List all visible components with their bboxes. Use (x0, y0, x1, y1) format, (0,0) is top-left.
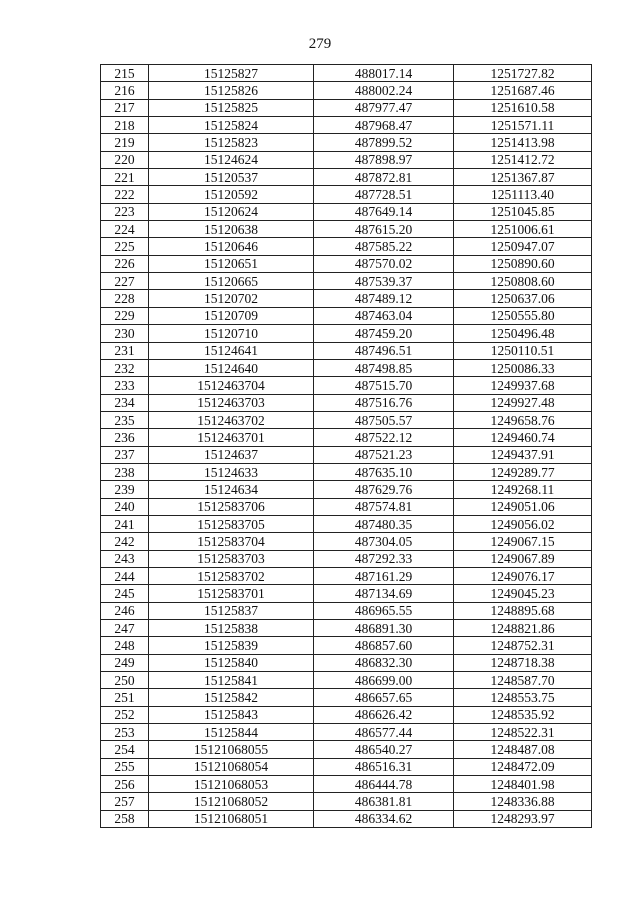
x-coordinate-cell: 486832.30 (314, 654, 454, 671)
point-id-cell: 1512583703 (149, 550, 314, 567)
y-coordinate-cell: 1248293.97 (454, 810, 592, 827)
x-coordinate-cell: 487292.33 (314, 550, 454, 567)
table-row (101, 134, 592, 151)
point-number-cell: 246 (101, 602, 149, 619)
point-id-cell: 15125839 (149, 637, 314, 654)
x-coordinate-cell: 487516.76 (314, 394, 454, 411)
x-coordinate-cell: 487629.76 (314, 481, 454, 498)
y-coordinate-cell: 1248522.31 (454, 724, 592, 741)
y-coordinate-cell: 1251412.72 (454, 151, 592, 168)
point-number-cell: 250 (101, 672, 149, 689)
y-coordinate-cell: 1250947.07 (454, 238, 592, 255)
y-coordinate-cell: 1248821.86 (454, 620, 592, 637)
point-number-cell: 235 (101, 411, 149, 428)
point-number-cell: 215 (101, 65, 149, 82)
y-coordinate-cell: 1248487.08 (454, 741, 592, 758)
x-coordinate-cell: 487480.35 (314, 515, 454, 532)
x-coordinate-cell: 487635.10 (314, 463, 454, 480)
x-coordinate-cell: 486965.55 (314, 602, 454, 619)
point-id-cell: 15121068053 (149, 776, 314, 793)
x-coordinate-cell: 487899.52 (314, 134, 454, 151)
table-row (101, 273, 592, 290)
table-row (101, 637, 592, 654)
x-coordinate-cell: 486857.60 (314, 637, 454, 654)
table-row (101, 654, 592, 671)
point-id-cell: 15124640 (149, 359, 314, 376)
x-coordinate-cell: 487968.47 (314, 117, 454, 134)
table-row (101, 429, 592, 446)
point-id-cell: 15125826 (149, 82, 314, 99)
x-coordinate-cell: 487574.81 (314, 498, 454, 515)
table-row (101, 221, 592, 238)
point-id-cell: 15125840 (149, 654, 314, 671)
x-coordinate-cell: 487615.20 (314, 221, 454, 238)
y-coordinate-cell: 1249051.06 (454, 498, 592, 515)
point-id-cell: 1512463704 (149, 377, 314, 394)
point-number-cell: 247 (101, 620, 149, 637)
point-number-cell: 239 (101, 481, 149, 498)
x-coordinate-cell: 487728.51 (314, 186, 454, 203)
table-row (101, 169, 592, 186)
point-id-cell: 15125844 (149, 724, 314, 741)
x-coordinate-cell: 487134.69 (314, 585, 454, 602)
point-number-cell: 219 (101, 134, 149, 151)
point-id-cell: 1512583702 (149, 567, 314, 584)
table-row (101, 255, 592, 272)
y-coordinate-cell: 1250637.06 (454, 290, 592, 307)
x-coordinate-cell: 487585.22 (314, 238, 454, 255)
table-row (101, 724, 592, 741)
point-id-cell: 15125841 (149, 672, 314, 689)
point-number-cell: 223 (101, 203, 149, 220)
table-row (101, 411, 592, 428)
x-coordinate-cell: 486577.44 (314, 724, 454, 741)
point-id-cell: 15120646 (149, 238, 314, 255)
x-coordinate-cell: 486699.00 (314, 672, 454, 689)
point-id-cell: 15125825 (149, 99, 314, 116)
point-id-cell: 15124637 (149, 446, 314, 463)
y-coordinate-cell: 1249056.02 (454, 515, 592, 532)
coordinates-table (100, 64, 592, 828)
point-number-cell: 244 (101, 567, 149, 584)
table-row (101, 481, 592, 498)
table-row (101, 585, 592, 602)
point-number-cell: 229 (101, 307, 149, 324)
point-id-cell: 15125842 (149, 689, 314, 706)
point-id-cell: 15125837 (149, 602, 314, 619)
table-row (101, 515, 592, 532)
y-coordinate-cell: 1250890.60 (454, 255, 592, 272)
point-number-cell: 242 (101, 533, 149, 550)
x-coordinate-cell: 486540.27 (314, 741, 454, 758)
point-id-cell: 15121068055 (149, 741, 314, 758)
x-coordinate-cell: 487521.23 (314, 446, 454, 463)
y-coordinate-cell: 1251610.58 (454, 99, 592, 116)
x-coordinate-cell: 487463.04 (314, 307, 454, 324)
x-coordinate-cell: 486891.30 (314, 620, 454, 637)
point-id-cell: 15121068051 (149, 810, 314, 827)
y-coordinate-cell: 1251367.87 (454, 169, 592, 186)
point-id-cell: 15124634 (149, 481, 314, 498)
x-coordinate-cell: 488002.24 (314, 82, 454, 99)
point-id-cell: 15121068054 (149, 758, 314, 775)
y-coordinate-cell: 1250808.60 (454, 273, 592, 290)
table-row (101, 394, 592, 411)
point-id-cell: 15125824 (149, 117, 314, 134)
point-number-cell: 236 (101, 429, 149, 446)
x-coordinate-cell: 487304.05 (314, 533, 454, 550)
table-row (101, 290, 592, 307)
y-coordinate-cell: 1249076.17 (454, 567, 592, 584)
y-coordinate-cell: 1249927.48 (454, 394, 592, 411)
x-coordinate-cell: 487505.57 (314, 411, 454, 428)
x-coordinate-cell: 487539.37 (314, 273, 454, 290)
y-coordinate-cell: 1248336.88 (454, 793, 592, 810)
y-coordinate-cell: 1251571.11 (454, 117, 592, 134)
point-id-cell: 15125838 (149, 620, 314, 637)
y-coordinate-cell: 1251413.98 (454, 134, 592, 151)
x-coordinate-cell: 486444.78 (314, 776, 454, 793)
point-id-cell: 15125843 (149, 706, 314, 723)
table-row (101, 620, 592, 637)
point-number-cell: 221 (101, 169, 149, 186)
point-number-cell: 232 (101, 359, 149, 376)
table-row (101, 672, 592, 689)
y-coordinate-cell: 1249268.11 (454, 481, 592, 498)
point-number-cell: 249 (101, 654, 149, 671)
table-row (101, 359, 592, 376)
table-row (101, 186, 592, 203)
point-id-cell: 15120710 (149, 325, 314, 342)
point-id-cell: 15124633 (149, 463, 314, 480)
point-id-cell: 15125823 (149, 134, 314, 151)
table-row (101, 741, 592, 758)
y-coordinate-cell: 1249045.23 (454, 585, 592, 602)
point-id-cell: 1512583705 (149, 515, 314, 532)
point-number-cell: 226 (101, 255, 149, 272)
x-coordinate-cell: 487570.02 (314, 255, 454, 272)
point-number-cell: 233 (101, 377, 149, 394)
x-coordinate-cell: 488017.14 (314, 65, 454, 82)
point-number-cell: 243 (101, 550, 149, 567)
table-row (101, 325, 592, 342)
point-number-cell: 258 (101, 810, 149, 827)
y-coordinate-cell: 1248472.09 (454, 758, 592, 775)
table-row (101, 793, 592, 810)
table-row (101, 342, 592, 359)
y-coordinate-cell: 1248535.92 (454, 706, 592, 723)
point-number-cell: 227 (101, 273, 149, 290)
point-id-cell: 15124624 (149, 151, 314, 168)
y-coordinate-cell: 1249437.91 (454, 446, 592, 463)
table-row (101, 463, 592, 480)
y-coordinate-cell: 1251006.61 (454, 221, 592, 238)
point-number-cell: 225 (101, 238, 149, 255)
x-coordinate-cell: 487498.85 (314, 359, 454, 376)
point-number-cell: 238 (101, 463, 149, 480)
y-coordinate-cell: 1251045.85 (454, 203, 592, 220)
y-coordinate-cell: 1249937.68 (454, 377, 592, 394)
y-coordinate-cell: 1250110.51 (454, 342, 592, 359)
y-coordinate-cell: 1249460.74 (454, 429, 592, 446)
point-number-cell: 217 (101, 99, 149, 116)
point-id-cell: 15120592 (149, 186, 314, 203)
y-coordinate-cell: 1248895.68 (454, 602, 592, 619)
table-row (101, 446, 592, 463)
point-id-cell: 1512463703 (149, 394, 314, 411)
y-coordinate-cell: 1251113.40 (454, 186, 592, 203)
x-coordinate-cell: 487522.12 (314, 429, 454, 446)
point-number-cell: 240 (101, 498, 149, 515)
point-id-cell: 15120709 (149, 307, 314, 324)
point-number-cell: 252 (101, 706, 149, 723)
table-row (101, 99, 592, 116)
point-id-cell: 15120665 (149, 273, 314, 290)
x-coordinate-cell: 487496.51 (314, 342, 454, 359)
x-coordinate-cell: 486626.42 (314, 706, 454, 723)
point-id-cell: 15120537 (149, 169, 314, 186)
x-coordinate-cell: 487161.29 (314, 567, 454, 584)
point-number-cell: 220 (101, 151, 149, 168)
x-coordinate-cell: 487459.20 (314, 325, 454, 342)
point-number-cell: 256 (101, 776, 149, 793)
table-row (101, 567, 592, 584)
y-coordinate-cell: 1248587.70 (454, 672, 592, 689)
x-coordinate-cell: 487898.97 (314, 151, 454, 168)
table-row (101, 776, 592, 793)
point-number-cell: 231 (101, 342, 149, 359)
x-coordinate-cell: 487515.70 (314, 377, 454, 394)
table-row (101, 689, 592, 706)
point-id-cell: 15120702 (149, 290, 314, 307)
table-row (101, 82, 592, 99)
point-number-cell: 218 (101, 117, 149, 134)
table-row (101, 117, 592, 134)
x-coordinate-cell: 487649.14 (314, 203, 454, 220)
point-id-cell: 1512583706 (149, 498, 314, 515)
x-coordinate-cell: 486381.81 (314, 793, 454, 810)
point-id-cell: 1512583704 (149, 533, 314, 550)
table-row (101, 758, 592, 775)
table-row (101, 307, 592, 324)
y-coordinate-cell: 1250496.48 (454, 325, 592, 342)
point-number-cell: 253 (101, 724, 149, 741)
table-row (101, 151, 592, 168)
y-coordinate-cell: 1248718.38 (454, 654, 592, 671)
x-coordinate-cell: 486657.65 (314, 689, 454, 706)
table-row (101, 602, 592, 619)
table-row (101, 377, 592, 394)
point-number-cell: 222 (101, 186, 149, 203)
table-row (101, 810, 592, 827)
table-row (101, 498, 592, 515)
point-number-cell: 224 (101, 221, 149, 238)
table-row (101, 203, 592, 220)
y-coordinate-cell: 1250086.33 (454, 359, 592, 376)
point-number-cell: 255 (101, 758, 149, 775)
point-id-cell: 15125827 (149, 65, 314, 82)
point-id-cell: 1512463702 (149, 411, 314, 428)
y-coordinate-cell: 1249289.77 (454, 463, 592, 480)
x-coordinate-cell: 486516.31 (314, 758, 454, 775)
y-coordinate-cell: 1250555.80 (454, 307, 592, 324)
table-body (101, 65, 592, 828)
point-id-cell: 15120638 (149, 221, 314, 238)
point-number-cell: 230 (101, 325, 149, 342)
point-number-cell: 251 (101, 689, 149, 706)
table-row (101, 550, 592, 567)
y-coordinate-cell: 1248401.98 (454, 776, 592, 793)
table-row (101, 238, 592, 255)
point-id-cell: 15124641 (149, 342, 314, 359)
point-id-cell: 15120624 (149, 203, 314, 220)
point-id-cell: 1512583701 (149, 585, 314, 602)
y-coordinate-cell: 1249067.89 (454, 550, 592, 567)
point-number-cell: 245 (101, 585, 149, 602)
x-coordinate-cell: 486334.62 (314, 810, 454, 827)
y-coordinate-cell: 1251727.82 (454, 65, 592, 82)
point-number-cell: 237 (101, 446, 149, 463)
x-coordinate-cell: 487489.12 (314, 290, 454, 307)
point-id-cell: 15121068052 (149, 793, 314, 810)
x-coordinate-cell: 487977.47 (314, 99, 454, 116)
point-number-cell: 257 (101, 793, 149, 810)
table-row (101, 533, 592, 550)
x-coordinate-cell: 487872.81 (314, 169, 454, 186)
point-number-cell: 248 (101, 637, 149, 654)
y-coordinate-cell: 1251687.46 (454, 82, 592, 99)
page-number: 279 (308, 36, 332, 52)
point-number-cell: 241 (101, 515, 149, 532)
point-id-cell: 15120651 (149, 255, 314, 272)
y-coordinate-cell: 1248752.31 (454, 637, 592, 654)
point-number-cell: 228 (101, 290, 149, 307)
y-coordinate-cell: 1249658.76 (454, 411, 592, 428)
table-row (101, 706, 592, 723)
y-coordinate-cell: 1248553.75 (454, 689, 592, 706)
table-row (101, 65, 592, 82)
point-id-cell: 1512463701 (149, 429, 314, 446)
point-number-cell: 216 (101, 82, 149, 99)
point-number-cell: 254 (101, 741, 149, 758)
point-number-cell: 234 (101, 394, 149, 411)
y-coordinate-cell: 1249067.15 (454, 533, 592, 550)
